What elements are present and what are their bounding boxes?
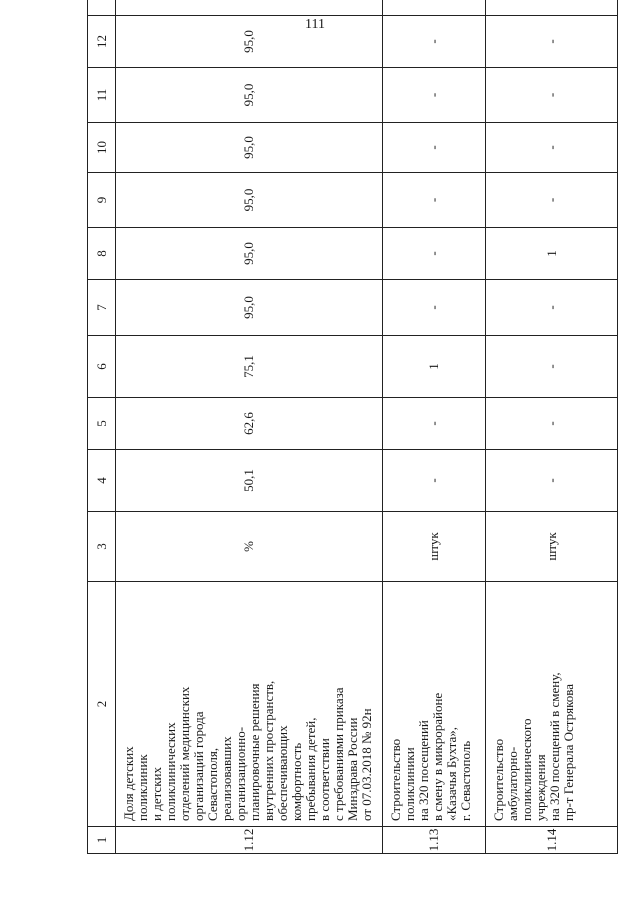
value-cell: 95,0 <box>116 173 383 228</box>
value-cell: - <box>383 16 486 68</box>
name-line: в смену в микрорайоне <box>430 692 445 821</box>
value-cell <box>116 0 383 16</box>
header-cell-10: 10 <box>88 123 116 173</box>
name-line: организационно- <box>233 726 248 821</box>
name-line: внутренних пространств, <box>261 680 276 821</box>
name-line: Севастополя, <box>205 747 220 821</box>
header-cell-4: 4 <box>88 450 116 512</box>
value-cell: - <box>486 336 618 398</box>
header-cell-11: 11 <box>88 68 116 123</box>
name-line: Доля детских <box>121 746 136 821</box>
table-row <box>383 0 486 854</box>
header-cell-9: 9 <box>88 173 116 228</box>
header-cell-6: 6 <box>88 336 116 398</box>
value-cell: - <box>486 450 618 512</box>
name-line: организаций города <box>191 711 206 821</box>
name-line: поликлинических <box>163 722 178 821</box>
value-cell: - <box>486 68 618 123</box>
name-line: пр-т Генерала Острякова <box>561 683 576 821</box>
header-cell-7: 7 <box>88 280 116 336</box>
value-cell: 1 <box>383 336 486 398</box>
value-cell: 95,0 <box>116 123 383 173</box>
header-row <box>88 0 116 854</box>
name-line: поликлиники <box>402 747 417 821</box>
indicator-name <box>116 582 383 827</box>
value-cell: - <box>383 123 486 173</box>
header-cell-12: 12 <box>88 16 116 68</box>
value-cell: - <box>383 280 486 336</box>
value-cell: 75,1 <box>116 336 383 398</box>
indicators-table <box>87 0 618 854</box>
value-cell <box>486 0 618 16</box>
name-line: комфортность <box>289 742 304 821</box>
value-cell: 50,1 <box>116 450 383 512</box>
value-cell <box>383 0 486 16</box>
header-cell-13 <box>88 0 116 16</box>
name-line: в соответствии <box>317 738 332 821</box>
indicator-name <box>383 582 486 827</box>
name-line: поликлинического <box>519 718 534 821</box>
value-cell: 95,0 <box>116 228 383 280</box>
rotated-table-wrapper <box>87 11 595 854</box>
name-line: поликлиник <box>135 754 150 821</box>
value-cell: - <box>383 68 486 123</box>
name-line: на 320 посещений <box>416 720 431 821</box>
unit-cell: % <box>116 512 383 582</box>
value-cell: - <box>486 16 618 68</box>
value-cell: - <box>486 123 618 173</box>
unit-cell: штук <box>383 512 486 582</box>
value-cell: 95,0 <box>116 16 383 68</box>
name-line: пребывания детей, <box>303 717 318 821</box>
table-row <box>486 0 618 854</box>
name-line: г. Севастополь <box>458 740 473 821</box>
value-cell: - <box>486 398 618 450</box>
name-line: отделений медицинских <box>177 686 192 821</box>
value-cell: - <box>383 173 486 228</box>
name-line: планировочные решения <box>247 683 262 821</box>
value-cell: 95,0 <box>116 280 383 336</box>
value-cell: - <box>383 450 486 512</box>
name-line: Строительство <box>491 738 506 821</box>
row-number: 1.13 <box>383 827 486 854</box>
value-cell: - <box>383 398 486 450</box>
value-cell: 1 <box>486 228 618 280</box>
name-line: учреждения <box>533 754 548 821</box>
name-line: обеспечивающих <box>275 725 290 821</box>
name-line: от 07.03.2018 № 92н <box>359 708 374 821</box>
value-cell: 62,6 <box>116 398 383 450</box>
header-cell-3: 3 <box>88 512 116 582</box>
header-cell-1: 1 <box>88 827 116 854</box>
value-cell: - <box>383 228 486 280</box>
name-line: и детских <box>149 767 164 821</box>
header-cell-5: 5 <box>88 398 116 450</box>
row-number: 1.14 <box>486 827 618 854</box>
table-row <box>116 0 383 854</box>
value-cell: 95,0 <box>116 68 383 123</box>
name-line: «Казачья Бухта», <box>444 726 459 821</box>
value-cell: - <box>486 280 618 336</box>
value-cell: - <box>486 173 618 228</box>
header-cell-2: 2 <box>88 582 116 827</box>
name-line: Минздрава России <box>345 717 360 821</box>
name-line: на 320 посещений в смену, <box>547 672 562 821</box>
page-number: 111 <box>305 17 325 32</box>
name-line: с требованиями приказа <box>331 687 346 821</box>
header-cell-8: 8 <box>88 228 116 280</box>
name-line: амбулаторно- <box>505 746 520 821</box>
name-line: реализовавших <box>219 736 234 821</box>
indicator-name <box>486 582 618 827</box>
name-line: Строительство <box>388 738 403 821</box>
row-number: 1.12 <box>116 827 383 854</box>
unit-cell: штук <box>486 512 618 582</box>
